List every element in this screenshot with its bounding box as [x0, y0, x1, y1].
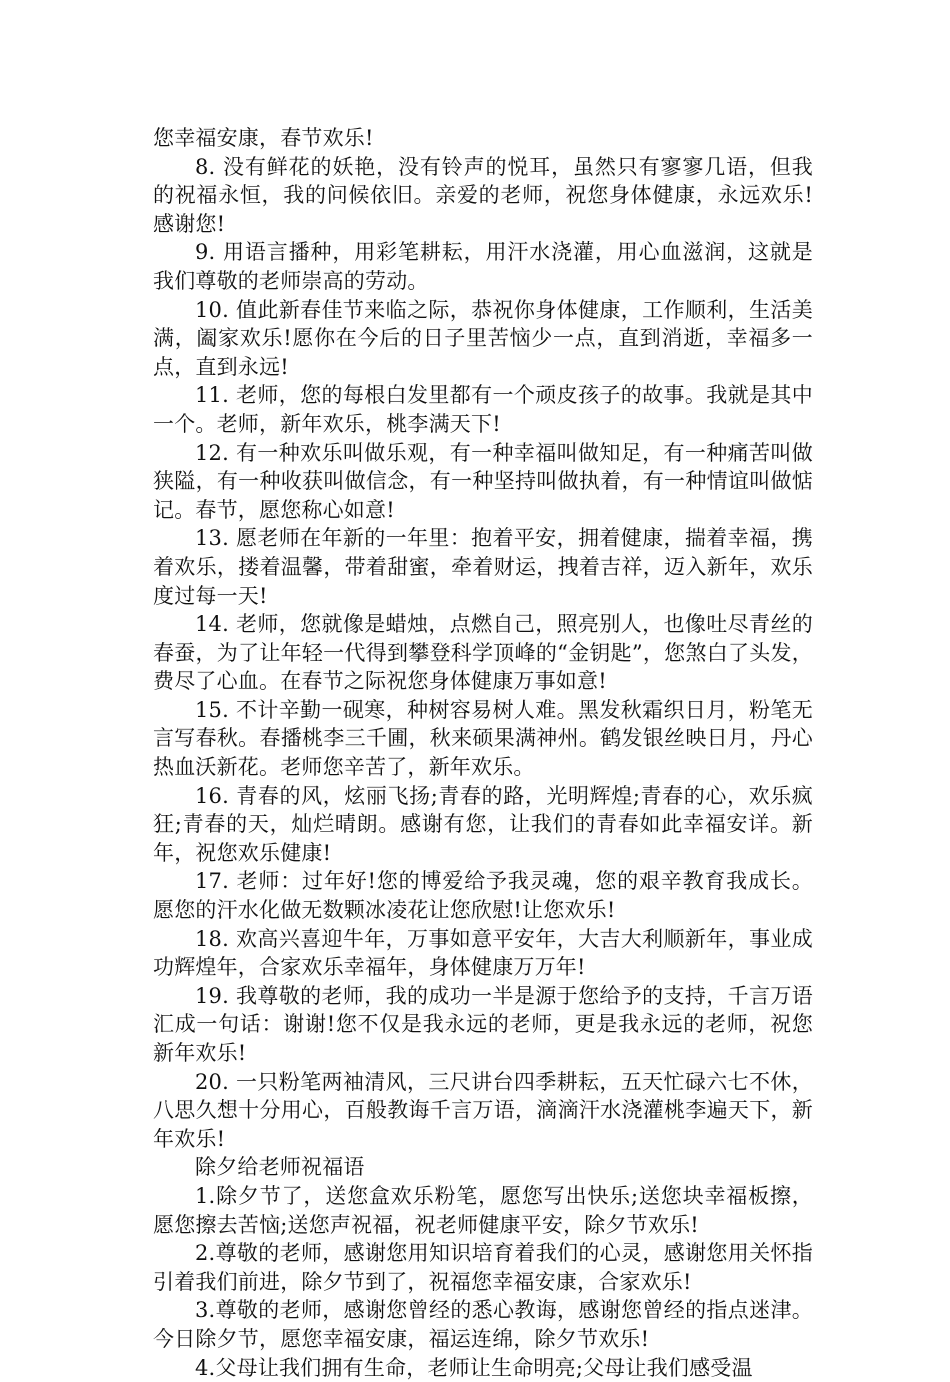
paragraph-16: 16. 青春的风，炫丽飞扬;青春的路，光明辉煌;青春的心，欢乐疯狂;青春的天，灿烂晴朗。感谢有您，让我们的青春如此幸福安详。新年，祝您欢乐健康!	[153, 783, 813, 865]
section-paragraph-2: 2.尊敬的老师，感谢您用知识培育着我们的心灵，感谢您用关怀指引着我们前进，除夕节到了，祝福您幸福安康，合家欢乐!	[153, 1241, 813, 1294]
paragraph-14: 14. 老师，您就像是蜡烛，点燃自己，照亮别人，也像吐尽青丝的春蚕，为了让年轻一代得到攀登科学顶峰的“金钥匙”，您煞白了头发，费尽了心血。在春节之际祝您身体健康万事如意!	[153, 612, 813, 694]
section-paragraph-3: 3.尊敬的老师，感谢您曾经的悉心教诲，感谢您曾经的指点迷津。今日除夕节，愿您幸福安康，福运连绵，除夕节欢乐!	[153, 1298, 813, 1351]
paragraph-15: 15. 不计辛勤一砚寒，种树容易树人难。黑发秋霜织日月，粉笔无言写春秋。春播桃李三千圃，秋来硕果满神州。鹤发银丝映日月，丹心热血沃新花。老师您辛苦了，新年欢乐。	[153, 697, 813, 780]
paragraph-19: 19. 我尊敬的老师，我的成功一半是源于您给予的支持，千言万语汇成一句话：谢谢!您不仅是我永远的老师，更是我永远的老师，祝您新年欢乐!	[153, 983, 813, 1065]
paragraph-18: 18. 欢高兴喜迎牛年，万事如意平安年，大吉大利顺新年，事业成功辉煌年，合家欢乐幸福年，身体健康万万年!	[153, 926, 813, 980]
paragraph-8: 8. 没有鲜花的妖艳，没有铃声的悦耳，虽然只有寥寥几语，但我的祝福永恒，我的问候依旧。亲爱的老师，祝您身体健康，永远欢乐!感谢您!	[153, 154, 813, 236]
paragraph-11: 11. 老师，您的每根白发里都有一个顽皮孩子的故事。我就是其中一个。老师，新年欢乐，桃李满天下!	[153, 383, 813, 436]
document-body	[153, 124, 813, 1382]
paragraph-10: 10. 值此新春佳节来临之际，恭祝你身体健康，工作顺利，生活美满，阖家欢乐!愿你在今后的日子里苦恼少一点，直到消逝，幸福多一点，直到永远!	[153, 297, 813, 379]
paragraph-20: 20. 一只粉笔两袖清风，三尺讲台四季耕耘，五天忙碌六七不休，八思久想十分用心，百般教诲千言万语，滴滴汗水浇灌桃李遍天下，新年欢乐!	[153, 1069, 813, 1151]
section-paragraph-4: 4.父母让我们拥有生命，老师让生命明亮;父母让我们感受温	[195, 1355, 753, 1380]
intro-line: 您幸福安康，春节欢乐!	[153, 126, 374, 150]
paragraph-17: 17. 老师：过年好!您的博爱给予我灵魂，您的艰辛教育我成长。愿您的汗水化做无数颗冰凌花让您欣慰!让您欢乐!	[153, 869, 813, 923]
paragraph-12: 12. 有一种欢乐叫做乐观，有一种幸福叫做知足，有一种痛苦叫做狭隘，有一种收获叫做信念，有一种坚持叫做执着，有一种情谊叫做惦记。春节，愿您称心如意!	[153, 440, 813, 522]
section-title: 除夕给老师祝福语	[195, 1155, 365, 1180]
section-paragraph-1: 1.除夕节了，送您盒欢乐粉笔，愿您写出快乐;送您块幸福板擦，愿您擦去苦恼;送您声祝福，祝老师健康平安，除夕节欢乐!	[153, 1183, 813, 1237]
paragraph-9: 9. 用语言播种，用彩笔耕耘，用汗水浇灌，用心血滋润，这就是我们尊敬的老师崇高的劳动。	[153, 240, 813, 293]
paragraph-13: 13. 愿老师在年新的一年里：抱着平安，拥着健康，揣着幸福，携着欢乐，搂着温馨，带着甜蜜，牵着财运，拽着吉祥，迈入新年，欢乐度过每一天!	[153, 526, 813, 608]
